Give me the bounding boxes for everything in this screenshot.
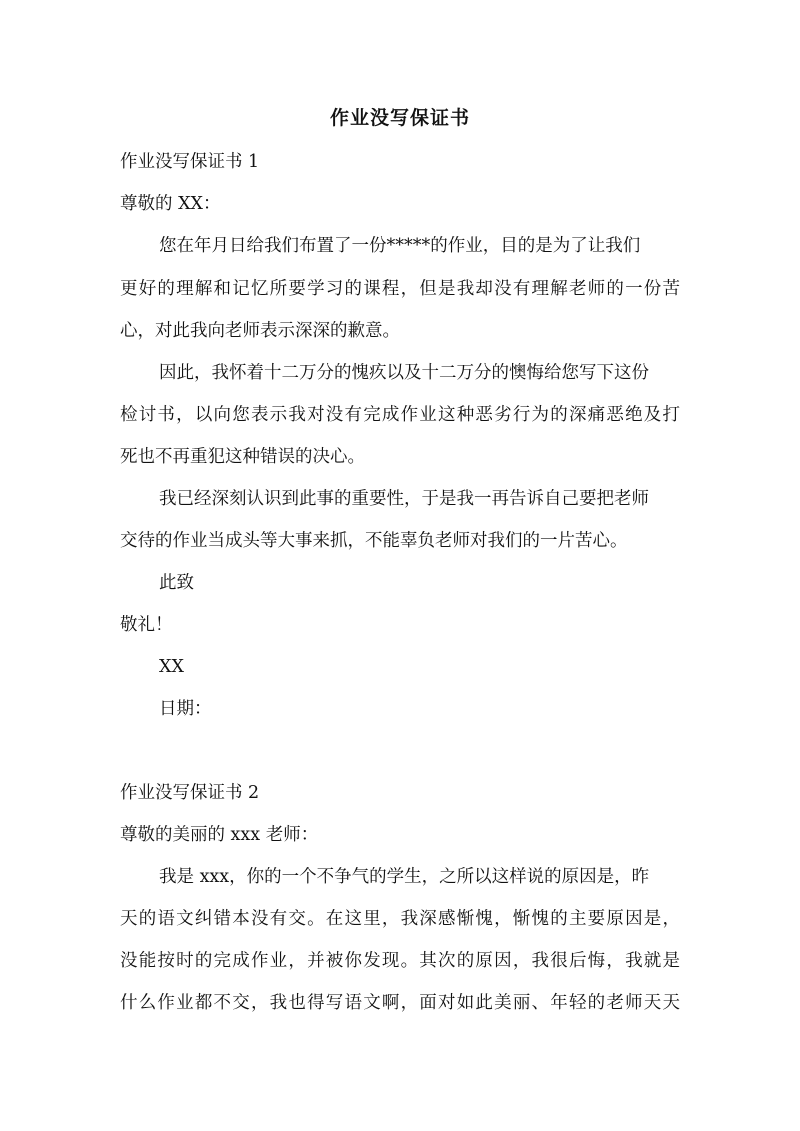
section2-p1-line1: 我是 xxx，你的一个不争气的学生，之所以这样说的原因是，昨 [159, 867, 650, 887]
document-title: 作业没写保证书 [329, 107, 470, 129]
section1-salutation: 尊敬的 XX： [120, 194, 221, 214]
section1-p2-line1: 因此，我怀着十二万分的愧疚以及十二万分的懊悔给您写下这份 [159, 363, 649, 383]
section1-date: 日期： [159, 699, 212, 719]
section2-p1-line3: 没能按时的完成作业，并被你发现。其次的原因，我很后悔，我就是 [120, 951, 680, 971]
section1-closing-2: 敬礼！ [120, 615, 173, 635]
section1-p1-line2: 更好的理解和记忆所要学习的课程，但是我却没有理解老师的一份苦 [120, 279, 680, 299]
section1-p1-line3: 心，对此我向老师表示深深的歉意。 [120, 321, 400, 341]
section1-closing-1: 此致 [159, 573, 194, 593]
section1-heading: 作业没写保证书 1 [120, 152, 260, 172]
section1-p2-line2: 检讨书，以向您表示我对没有完成作业这种恶劣行为的深痛恶绝及打 [120, 405, 680, 425]
section1-p1-line1: 您在年月日给我们布置了一份*****的作业，目的是为了让我们 [159, 236, 641, 256]
section1-p2-line3: 死也不再重犯这种错误的决心。 [120, 447, 365, 467]
section1-signature: XX [159, 657, 184, 677]
section1-p3-line2: 交待的作业当成头等大事来抓，不能辜负老师对我们的一片苦心。 [120, 531, 628, 551]
section2-heading: 作业没写保证书 2 [120, 783, 260, 803]
section2-p1-line4: 什么作业都不交，我也得写语文啊，面对如此美丽、年轻的老师天天 [120, 993, 680, 1013]
section1-p3-line1: 我已经深刻认识到此事的重要性，于是我一再告诉自己要把老师 [159, 489, 649, 509]
section2-p1-line2: 天的语文纠错本没有交。在这里，我深感惭愧，惭愧的主要原因是， [120, 909, 680, 929]
section2-salutation: 尊敬的美丽的 xxx 老师： [120, 825, 319, 845]
